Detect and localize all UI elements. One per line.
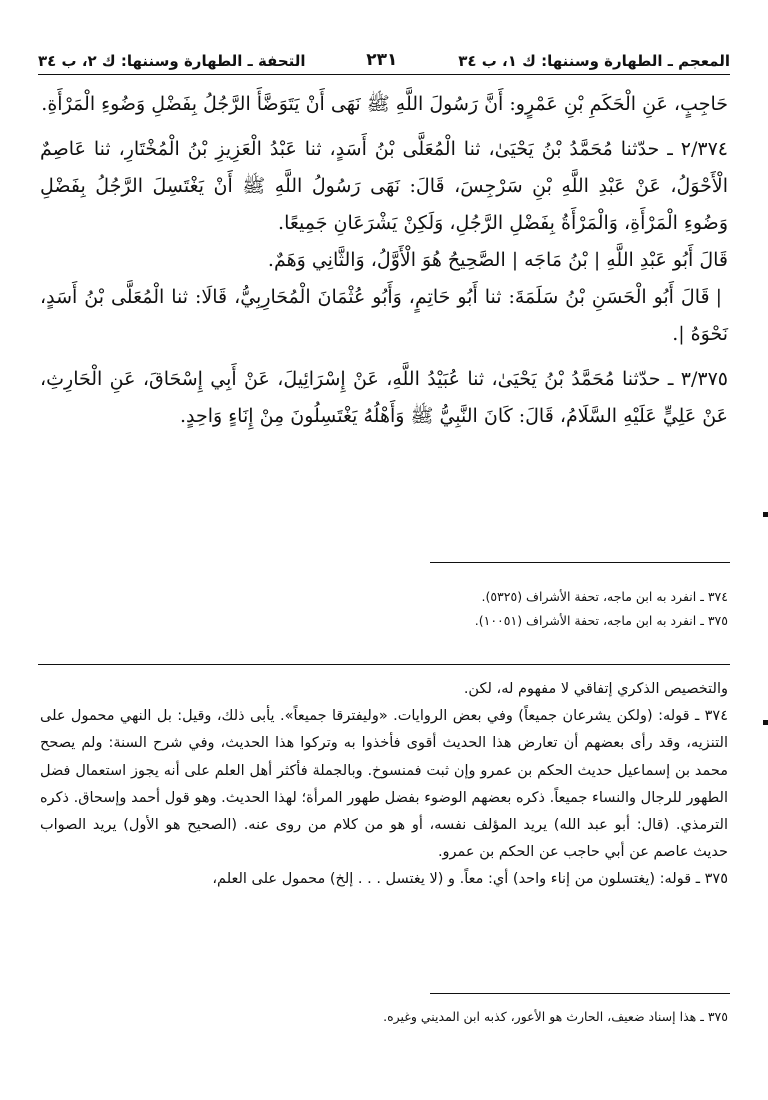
commentary-375: ٣٧٥ ـ قوله: (يغتسلون من إناء واحد) أي: معاً. و (لا يغتسل . . . إلخ) محمول على العلم، xyxy=(212,871,728,888)
page-number: ٢٣١ xyxy=(366,50,398,70)
bracket-mark: |. xyxy=(672,323,685,345)
hadith-375: ٣/٣٧٥ ـ حدّثنا مُحَمَّدُ بْنُ يَحْيَىٰ، ثنا عُبَيْدُ اللَّهِ، عَنْ إِسْرَائِيلَ، عَنْ أَبِي إِسْحَاقَ، عَنِ الْحَارِثِ، عَنْ عَلِيٍّ عَلَيْهِ السَّلَامُ، قَالَ: كَانَ النَّبِيُّ ﷺ وَأَهْلُهُ يَغْتَسِلُونَ مِنْ إِنَاءٍ وَاحِدٍ. xyxy=(40,368,728,427)
running-header xyxy=(38,40,730,70)
footnote-375: ٣٧٥ ـ انفرد به ابن ماجه، تحفة الأشراف (١٠٠٥١). xyxy=(474,613,728,628)
commentary xyxy=(40,676,728,894)
bracket-mark: | xyxy=(511,249,519,271)
author-remark-c: الصَّحِيحُ هُوَ الْأَوَّلُ، وَالثَّانِي وَهَمٌ. xyxy=(267,249,506,271)
bottom-footnote-rule xyxy=(430,993,730,994)
transmitter-note xyxy=(40,279,728,353)
bracket-mark: | xyxy=(593,249,601,271)
author-remark xyxy=(40,242,728,279)
header-rule xyxy=(38,74,730,75)
header-right: المعجم ـ الطهارة وسننها: ك ١، ب ٣٤ xyxy=(458,52,730,70)
footnotes xyxy=(300,585,728,633)
commentary-374: ٣٧٤ ـ قوله: (ولكن يشرعان جميعاً) وفي بعض الروايات. «وليفترقا جميعاً». يأبى ذلك، وقيل: بل النهي محمول على التنزيه، وقد رأى بعضهم أن تعارض هذا الحديث أقوى فأخذوا به وتركوا هذا الحديث، وفي شرح السنة: ولم يصحح محمد بن إسماعيل حديث الحكم بن عمرو وإن ثبت فمنسوخ. وبالجملة فأكثر أهل العلم على أنه يجوز استعمال فضل الطهور للرجال والنساء جميعاً. ذكره بعضهم الوضوء بفضل طهور المرأة؛ لهذا الحديث. وهو قول أحمد وإسحاق. ذكره الترمذي. (قال: أبو عبد الله) يريد المؤلف نفسه، أو هو من كلام من روى عنه. (الصحيح هو الأول) يريد الصواب حديث عاصم عن أبي حاجب عن الحكم بن عمرو. xyxy=(40,708,728,861)
header-left: التحفة ـ الطهارة وسننها: ك ٢، ب ٣٤ xyxy=(38,52,306,70)
hadith-continuation: حَاجِبٍ، عَنِ الْحَكَمِ بْنِ عَمْرٍو: أَنَّ رَسُولَ اللَّهِ ﷺ نَهَى أَنْ يَتَوَضَّأَ الرَّجُلُ بِفَضْلِ وَضُوءِ الْمَرْأَةِ. xyxy=(41,93,728,115)
hadith-374: ٢/٣٧٤ ـ حدّثنا مُحَمَّدُ بْنُ يَحْيَىٰ، ثنا الْمُعَلَّى بْنُ أَسَدٍ، ثنا عَبْدُ الْعَزِيزِ بْنُ الْمُخْتَارِ، ثنا عَاصِمٌ الْأَحْوَلُ، عَنْ عَبْدِ اللَّهِ بْنِ سَرْجِسَ، قَالَ: نَهَى رَسُولُ اللَّهِ ﷺ أَنْ يَغْتَسِلَ الرَّجُلُ بِفَضْلِ وَضُوءِ الْمَرْأَةِ، وَالْمَرْأَةُ بِفَضْلِ الرَّجُلِ، وَلَكِنْ يَشْرَعَانِ جَمِيعًا. xyxy=(40,138,728,234)
author-remark-b: بْنُ مَاجَه xyxy=(524,249,588,271)
bottom-footnote: ٣٧٥ ـ هذا إسناد ضعيف، الحارث هو الأعور، كذبه ابن المديني وغيره. xyxy=(383,1009,728,1024)
commentary-rule xyxy=(38,664,730,665)
bracket-mark: | xyxy=(715,286,722,308)
footnote-374: ٣٧٤ ـ انفرد به ابن ماجه، تحفة الأشراف (٥٣٢٥). xyxy=(481,589,728,604)
margin-mark xyxy=(763,720,768,725)
commentary-intro: والتخصيص الذكري إتفاقي لا مفهوم له، لكن. xyxy=(463,681,728,697)
footnote-rule xyxy=(430,562,730,563)
author-remark-a: قَالَ أَبُو عَبْدِ اللَّهِ xyxy=(606,249,728,271)
hadith-text xyxy=(40,86,728,435)
margin-mark xyxy=(763,512,768,517)
transmitter-note-text: قَالَ أَبُو الْحَسَنِ بْنُ سَلَمَةَ: ثنا أَبُو حَاتِمٍ، وَأَبُو عُثْمَانَ الْمُحَارِبِيُّ، قَالَا: ثنا الْمُعَلَّى بْنُ أَسَدٍ، نَحْوَهُ xyxy=(40,286,728,345)
